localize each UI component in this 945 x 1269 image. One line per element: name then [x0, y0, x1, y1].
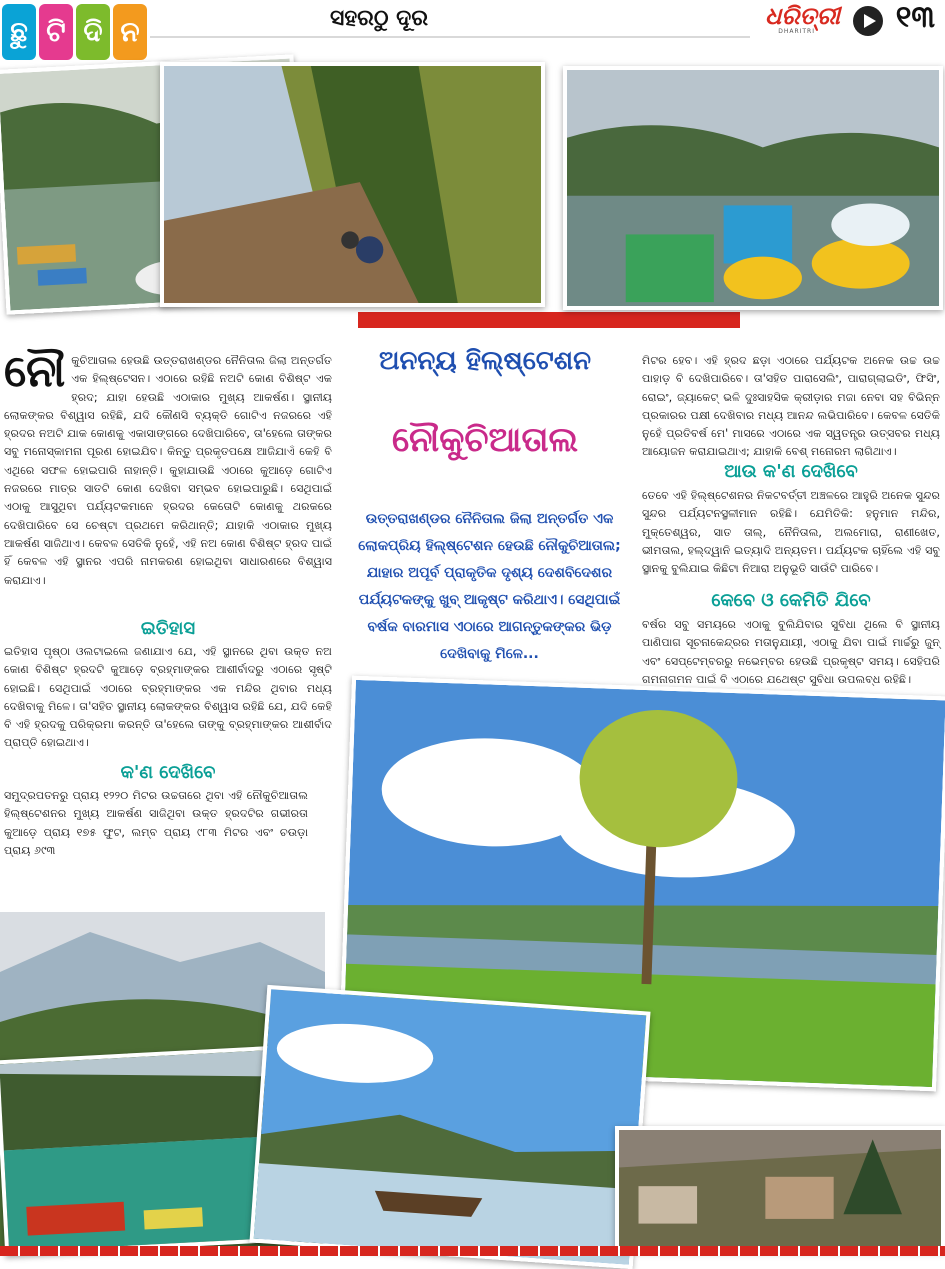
pine-trail-photo — [160, 62, 545, 307]
how-paragraph: ବର୍ଷର ସବୁ ସମୟରେ ଏଠାକୁ ବୁଲିଯିବାର ସୁବିଧା ଥିଲେ ବି ସ୍ଥାନୀୟ ପାଣିପାଗ ସୂଚନାକେନ୍ଦ୍ରର ମତାନୁଯାୟୀ, ଏଠାକୁ ଯିବା ପାଇଁ ମାର୍ଚ୍ଚରୁ ଜୁନ୍ ଏବଂ ସେପ୍ଟେମ୍ବରରୁ ନଭେମ୍ବର ହେଉଛି ପ୍ରକୃଷ୍ଟ ସମୟ। ସେହିପରି ଗମନାଗମନ ପାଇଁ ବି ଏଠାରେ ଯଥେଷ୍ଟ ସୁବିଧା ଉପଲବ୍ଧ ରହିଛି। — [642, 618, 940, 686]
header-tile: ନ — [113, 4, 147, 60]
section-title: ସହରଠୁ ଦୂର — [330, 6, 428, 31]
red-accent-bar — [358, 312, 740, 328]
see-heading: କ'ଣ ଦେଖିବେ — [120, 762, 216, 783]
intro-paragraph — [4, 346, 332, 590]
header-tile: ଛୁ — [2, 4, 36, 60]
more-heading: ଆଉ କ'ଣ ଦେଖିବେ — [724, 461, 858, 482]
bottom-border — [0, 1246, 945, 1256]
see-paragraph: ସମୁଦ୍ରପତନରୁ ପ୍ରାୟ ୧୨୨୦ ମିଟର ଉଚ୍ଚତାରେ ଥିବା ଏହି ନୌକୁଚିଆତାଲ ହିଲ୍‌ଷ୍ଟେଶନର ମୁଖ୍ୟ ଆକର୍ଷଣ ସାଜିଥିବା ଉକ୍ତ ହ୍ରଦଟିର ଗଭୀରତା କୁଆଡ଼େ ପ୍ରାୟ ୧୭୫ ଫୁଟ, ଲମ୍ବ ପ୍ରାୟ ୯୮୩ ମିଟର ଏବଂ ଚଉଡ଼ା ପ୍ରାୟ ୬୯୩ — [4, 789, 308, 857]
dropcap: ନୌ — [4, 346, 66, 397]
see-continued-paragraph: ମିଟର ହେବ। ଏହି ହ୍ରଦ ଛଡ଼ା ଏଠାରେ ପର୍ଯ୍ୟଟକ ଅନେକ ଉଚ୍ଚ ଉଚ୍ଚ ପାହାଡ଼ ବି ଦେଖିପାରିବେ। ତା'ସହିତ ପାରାସେଲିଂ, ପାରାଗ୍ଲାଇଡିଂ, ଫିସିଂ, ରୋଇଂ, ଜ୍ୟାକେଟ୍ ଭଳି ଦୁଃସାହସିକ କ୍ରୀଡ଼ାର ମଜା ନେବା ସହ ବିଭିନ୍ନ ପ୍ରକାରର ପକ୍ଷୀ ଦେଖିବାର ମଧ୍ୟ ଆନନ୍ଦ ଲଭିପାରିବେ। କେବଳ ସେତିକି ନୁହେଁ ପ୍ରତିବର୍ଷ ମେ' ମାସରେ ଏଠାରେ ଏକ ସ୍ୱତନ୍ତ୍ର ଉତ୍ସବର ମଧ୍ୟ ଆୟୋଜନ କରାଯାଇଥାଏ; ଯାହାକି ବେଶ୍ ମନୋରମ ଲାଗିଥାଏ। — [642, 354, 940, 459]
newspaper-logo-sub: DHARITRI — [778, 28, 815, 35]
page-number: ୧୩ — [895, 0, 935, 35]
cabins-photo — [615, 1126, 945, 1251]
article-title: ନୌକୁଚିଆତାଲ — [391, 420, 579, 460]
history-heading: ଇତିହାସ — [140, 618, 196, 639]
boat-shore-photo — [249, 985, 650, 1269]
subtitle: ଅନନ୍ୟ ହିଲ୍‌ଷ୍ଟେଶନ — [378, 346, 592, 376]
page-header — [0, 0, 945, 62]
teaser: ଉତ୍ତରାଖଣ୍ଡର ନୈନିତାଲ ଜିଲା ଅନ୍ତର୍ଗତ ଏକ ଲୋକପ୍ରିୟ ହିଲ୍‌ଷ୍ଟେଶନ ହେଉଛି ନୌକୁଚିଆତାଲ; ଯାହାର ଅପୂର୍ବ ପ୍ରାକୃତିକ ଦୃଶ୍ୟ ଦେଶବିଦେଶର ପର୍ଯ୍ୟଟକଙ୍କୁ ଖୁବ୍ ଆକୃଷ୍ଟ କରିଥାଏ। ସେଥିପାଇଁ ବର୍ଷକ ବାରମାସ ଏଠାରେ ଆଗନ୍ତୁକଙ୍କର ଭିଡ଼ ଦେଖିବାକୁ ମିଳେ... — [358, 511, 621, 662]
history-paragraph: ଇତିହାସ ପୃଷ୍ଠା ଓଲଟାଇଲେ ଜଣାଯାଏ ଯେ, ଏହି ସ୍ଥାନରେ ଥିବା ଉକ୍ତ ନଅ କୋଣ ବିଶିଷ୍ଟ ହ୍ରଦଟି କୁଆଡ଼େ ବ୍ରହ୍ମାଙ୍କର ଆଶୀର୍ବାଦରୁ ଏଠାରେ ସୃଷ୍ଟି ହୋଇଛି। ସେଥିପାଇଁ ଏଠାରେ ବ୍ରହ୍ମାଙ୍କର ଏକ ମନ୍ଦିର ଥିବାର ମଧ୍ୟ ଦେଖିବାକୁ ମିଳେ। ତା'ସହିତ ସ୍ଥାନୀୟ ଲୋକଙ୍କର ବିଶ୍ୱାସ ରହିଛି ଯେ, ଯଦି କେହି ବି ଏହି ହ୍ରଦକୁ ପରିକ୍ରମା କରନ୍ତି ତା'ହେଲେ ତାଙ୍କୁ ବ୍ରହ୍ମାଙ୍କର ଆଶୀର୍ବାଦ ପ୍ରାପ୍ତି ହୋଇଥାଏ। — [4, 645, 332, 750]
how-heading: କେବେ ଓ କେମିତି ଯିବେ — [711, 590, 871, 611]
header-rule — [150, 36, 750, 38]
header-tile: ଟି — [39, 4, 73, 60]
play-icon — [853, 6, 883, 36]
boats-on-lake-photo — [563, 66, 943, 310]
newspaper-logo: ଧରିତ୍ରୀ — [765, 2, 840, 30]
more-paragraph: ତେବେ ଏହି ହିଲ୍‌ଷ୍ଟେଶନର ନିକଟବର୍ତ୍ତୀ ଅଞ୍ଚଳରେ ଆହୁରି ଅନେକ ସୁନ୍ଦର ସୁନ୍ଦର ପର୍ଯ୍ୟଟନସ୍ଥଳୀମାନ ରହିଛି। ଯେମିତିକି: ହନୁମାନ ମନ୍ଦିର, ମୁକ୍ତେଶ୍ୱର, ସାତ ତାଲ୍, ନୈନିତାଲ, ଅଲମୋରା, ରାଣୀଖେତ, ଭୀମତାଲ, ହଲ୍ଦ୍ୱାନି ଇତ୍ୟାଦି ଅନ୍ୟତମ। ପର୍ଯ୍ୟଟକ ଚାହିଁଲେ ଏହି ସବୁ ସ୍ଥାନକୁ ବୁଲିଯାଇ କିଛିଟା ନିଆରା ଅନୁଭୂତି ସାଉଁଟି ପାରିବେ। — [642, 489, 940, 576]
header-tile: ଦି — [76, 4, 110, 60]
intro-text: କୁଚିଆତାଲ ହେଉଛି ଉତ୍ତରାଖଣ୍ଡର ନୈନିତାଲ ଜିଲା ଅନ୍ତର୍ଗତ ଏକ ହିଲ୍‌ଷ୍ଟେସନ। ଏଠାରେ ରହିଛି ନଅଟି କୋଣ ବିଶିଷ୍ଟ ଏକ ହ୍ରଦ; ଯାହା ହେଉଛି ଏଠାକାର ମୁଖ୍ୟ ଆକର୍ଷଣ। ସ୍ଥାନୀୟ ଲୋକଙ୍କର ବିଶ୍ୱାସ ରହିଛି, ଯଦି କୌଣସି ବ୍ୟକ୍ତି ଗୋଟିଏ ନଜରରେ ଏହି ହ୍ରଦର ନଅଟି ଯାକ କୋଣକୁ ଏକାସାଙ୍ଗରେ ଦେଖିପାରିବେ, ତା'ହେଲେ ତାଙ୍କର ସବୁ ମନୋସ୍କାମନା ପୂରଣ ହୋଇଯିବ। କିନ୍ତୁ ପ୍ରକୃତପକ୍ଷେ ଆଜିଯାଏଁ କେହି ବି ଏଥିରେ ସଫଳ ହୋଇପାରି ନାହାନ୍ତି। କୁହାଯାଉଛି ଏଠାରେ କୁଆଡ଼େ ଗୋଟିଏ ନଜରରେ ମାତ୍ର ସାତଟି କୋଣ ଦେଖିବା ସମ୍ଭବ ହୋଇପାରୁଛି। ସେଥିପାଇଁ ଏଠାକୁ ଆସୁଥିବା ପର୍ଯ୍ୟଟକମାନେ ହ୍ରଦର କେତୋଟି କୋଣକୁ ଥରକରେ ଦେଖିପାରିବେ ସେ ଚେଷ୍ଟା ପ୍ରଥମେ କରିଥାନ୍ତି; ଯାହାକି ଏଠାକାର ମୁଖ୍ୟ ଆକର୍ଷଣ ସାଜିଥାଏ। କେବଳ ସେତିକି ନୁହେଁ, ଏହି ନଅ କୋଣ ବିଶିଷ୍ଟ ହ୍ରଦ ପାଇଁ ହିଁ କେବଳ ଏହି ସ୍ଥାନର ଏପରି ନାମକରଣ ହୋଇଥିବା ସାଧାରଣରେ ବିଶ୍ୱାସ କରାଯାଏ। — [4, 354, 332, 587]
